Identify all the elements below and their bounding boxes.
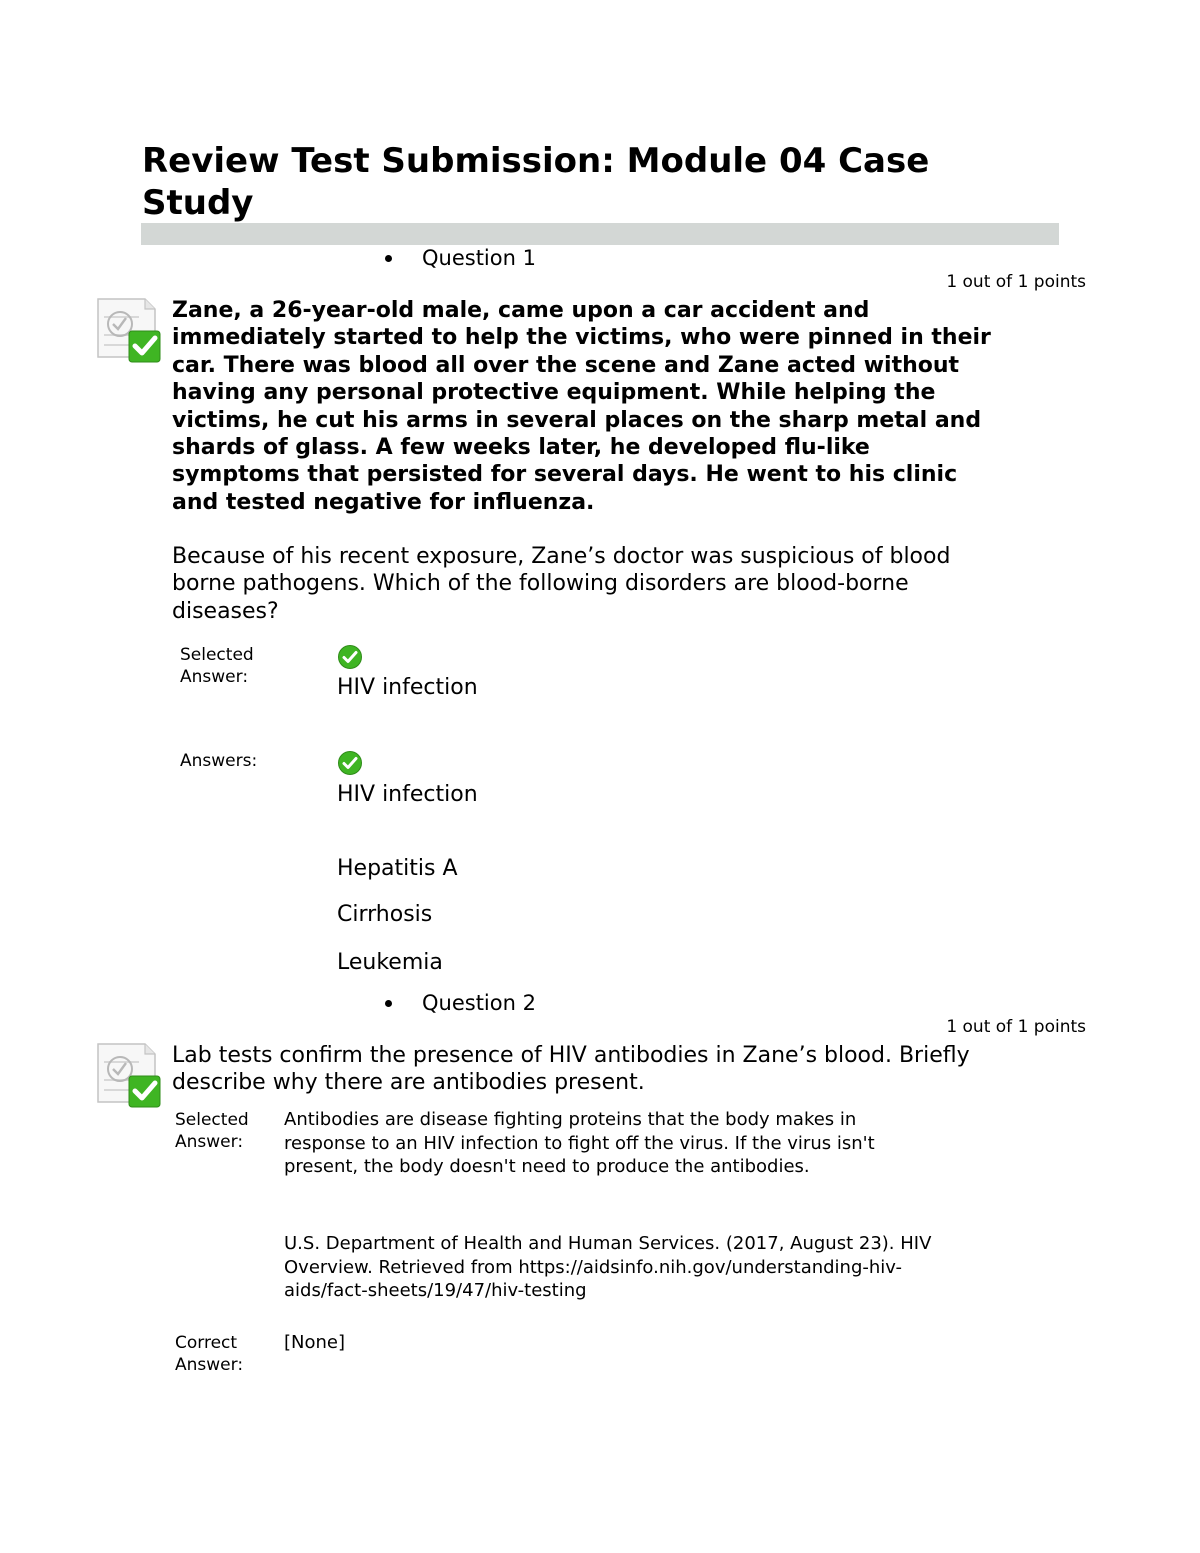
- answer-option: Leukemia: [337, 950, 443, 975]
- answer-option: Hepatitis A: [337, 856, 458, 881]
- question-1-label: Question 1: [422, 246, 536, 270]
- correct-answer-label: Correct Answer:: [175, 1333, 244, 1375]
- answer-option: Cirrhosis: [337, 902, 433, 927]
- selected-answer-text: Antibodies are disease fighting proteins that the body makes in response to an HIV infection to fight off the virus. If the virus isn't present, the body doesn't need to produce the antibodies.: [284, 1109, 875, 1177]
- question-1-heading: [385, 245, 536, 271]
- selected-answer-value: HIV infection: [337, 675, 478, 700]
- question-1-prompt: Because of his recent exposure, Zane’s doctor was suspicious of blood borne pathogens. Which of the following disorders are blood-borne diseases?: [172, 544, 951, 624]
- correct-check-icon: [337, 644, 363, 670]
- bullet-icon: [385, 255, 392, 262]
- title-divider-bar: [141, 223, 1059, 245]
- question-1-scenario: Zane, a 26-year-old male, came upon a car accident and immediately started to help the victims, who were pinned in their car. There was blood all over the scene and Zane acted without having any personal protective equipment. While helping the victims, he cut his arms in several places on the sharp metal and shards of glass. A few weeks later, he developed flu-like symptoms that persisted for several days. He went to his clinic and tested negative for influenza.: [172, 298, 991, 515]
- question-2-heading: [385, 990, 536, 1016]
- question-2-label: Question 2: [422, 991, 536, 1015]
- citation-text: U.S. Department of Health and Human Services. (2017, August 23). HIV Overview. Retrieved from https://aidsinfo.nih.gov/understanding-hiv-aids/fact-sheets/19/47/hiv-testing: [284, 1233, 932, 1301]
- question-2-points: 1 out of 1 points: [946, 1017, 1086, 1037]
- question-2-prompt: Lab tests confirm the presence of HIV antibodies in Zane’s blood. Briefly describe why there are antibodies present.: [172, 1043, 970, 1096]
- graded-correct-icon: [95, 295, 163, 365]
- selected-answer-label: Selected Answer:: [175, 1110, 249, 1152]
- answer-option-correct: HIV infection: [337, 782, 478, 807]
- question-1-points: 1 out of 1 points: [946, 272, 1086, 292]
- page-title: Review Test Submission: Module 04 Case Study: [142, 141, 930, 223]
- graded-correct-icon: [95, 1040, 163, 1110]
- correct-answer-value: [None]: [284, 1332, 346, 1353]
- correct-check-icon: [337, 750, 363, 776]
- selected-answer-label: Selected Answer:: [180, 645, 254, 687]
- answers-label: Answers:: [180, 751, 258, 771]
- bullet-icon: [385, 1000, 392, 1007]
